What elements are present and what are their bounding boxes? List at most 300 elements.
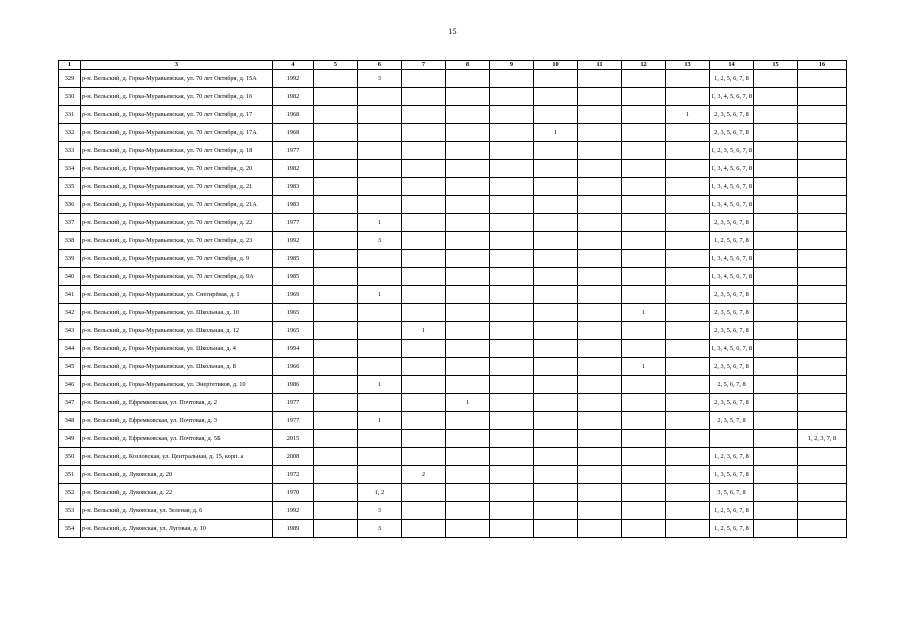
- table-cell: [666, 124, 710, 142]
- address-cell: р-н. Вельский, д. Горка-Муравьевская, ул. Школьная, д. 8: [81, 358, 273, 376]
- table-cell: [314, 322, 358, 340]
- table-cell: 1977: [273, 214, 314, 232]
- row-number-cell: 350: [59, 448, 81, 466]
- table-row: [59, 250, 847, 268]
- table-cell: 1965: [273, 322, 314, 340]
- table-cell: [666, 376, 710, 394]
- table-cell: [798, 232, 847, 250]
- table-cell: [622, 520, 666, 538]
- table-cell: [402, 286, 446, 304]
- table-cell: 1: [358, 376, 402, 394]
- table-cell: [314, 394, 358, 412]
- column-header: 7: [402, 61, 446, 70]
- table-cell: [622, 70, 666, 88]
- table-cell: [314, 304, 358, 322]
- table-cell: [622, 106, 666, 124]
- table-cell: [666, 358, 710, 376]
- table-cell: 2, 3, 5, 6, 7, 8: [710, 358, 754, 376]
- table-cell: [622, 232, 666, 250]
- row-number-cell: 346: [59, 376, 81, 394]
- table-cell: [446, 358, 490, 376]
- table-cell: [622, 376, 666, 394]
- table-cell: [798, 142, 847, 160]
- table-cell: [402, 214, 446, 232]
- table-cell: [534, 70, 578, 88]
- table-cell: [578, 340, 622, 358]
- table-cell: [666, 196, 710, 214]
- table-cell: [754, 178, 798, 196]
- table-row: [59, 214, 847, 232]
- table-cell: [578, 178, 622, 196]
- row-number-cell: 340: [59, 268, 81, 286]
- table-cell: [622, 142, 666, 160]
- column-header: 11: [578, 61, 622, 70]
- table-row: [59, 502, 847, 520]
- table-row: [59, 376, 847, 394]
- table-cell: [358, 88, 402, 106]
- table-cell: 1, 3, 4, 5, 6, 7, 8: [710, 160, 754, 178]
- table-cell: [798, 340, 847, 358]
- table-cell: [754, 484, 798, 502]
- address-cell: р-н. Вельский, д. Ефремковская, ул. Почтовая, д. 3: [81, 412, 273, 430]
- row-number-cell: 343: [59, 322, 81, 340]
- table-cell: [314, 178, 358, 196]
- table-cell: [446, 286, 490, 304]
- table-cell: [490, 394, 534, 412]
- row-number-cell: 336: [59, 196, 81, 214]
- table-cell: [578, 448, 622, 466]
- row-number-cell: 347: [59, 394, 81, 412]
- table-cell: [798, 268, 847, 286]
- address-cell: р-н. Вельский, д. Луковская, ул. Луговая, д. 10: [81, 520, 273, 538]
- table-cell: 2: [402, 466, 446, 484]
- row-number-cell: 329: [59, 70, 81, 88]
- table-cell: [578, 412, 622, 430]
- table-cell: [490, 358, 534, 376]
- table-cell: [490, 268, 534, 286]
- table-cell: [578, 88, 622, 106]
- row-number-cell: 341: [59, 286, 81, 304]
- table-cell: 1: [402, 322, 446, 340]
- table-cell: [358, 340, 402, 358]
- table-cell: 1: [358, 286, 402, 304]
- address-cell: р-н. Вельский, д. Горка-Муравьевская, ул. 70 лет Октября, д. 20: [81, 160, 273, 178]
- table-cell: [666, 88, 710, 106]
- table-row: [59, 232, 847, 250]
- table-cell: [314, 286, 358, 304]
- table-cell: 1977: [273, 142, 314, 160]
- table-cell: 2, 3, 5, 6, 7, 8: [710, 214, 754, 232]
- row-number-cell: 349: [59, 430, 81, 448]
- table-cell: [578, 268, 622, 286]
- table-cell: 1985: [273, 250, 314, 268]
- table-cell: [314, 142, 358, 160]
- table-cell: [754, 502, 798, 520]
- row-number-cell: 337: [59, 214, 81, 232]
- table-cell: [534, 250, 578, 268]
- address-cell: р-н. Вельский, д. Горка-Муравьевская, ул. 70 лет Октября, д. 9: [81, 250, 273, 268]
- address-cell: р-н. Вельский, д. Горка-Муравьевская, ул. 70 лет Октября, д. 15А: [81, 70, 273, 88]
- row-number-cell: 335: [59, 178, 81, 196]
- table-cell: [490, 88, 534, 106]
- table-cell: [446, 250, 490, 268]
- table-cell: 1982: [273, 160, 314, 178]
- table-cell: [754, 196, 798, 214]
- table-row: [59, 88, 847, 106]
- table-cell: 3: [358, 232, 402, 250]
- table-cell: [534, 88, 578, 106]
- address-cell: р-н. Вельский, д. Горка-Муравьевская, ул. Школьная, д. 12: [81, 322, 273, 340]
- table-cell: [754, 430, 798, 448]
- table-cell: [754, 88, 798, 106]
- table-cell: [754, 214, 798, 232]
- table-cell: [314, 358, 358, 376]
- table-cell: [402, 142, 446, 160]
- table-cell: [578, 142, 622, 160]
- table-row: [59, 70, 847, 88]
- table-cell: 1, 2, 3, 6, 7, 8: [710, 448, 754, 466]
- table-cell: [314, 466, 358, 484]
- table-cell: [798, 178, 847, 196]
- table-cell: [534, 376, 578, 394]
- table-cell: [622, 214, 666, 232]
- table-cell: 1, 2, 3, 5, 6, 7, 8: [710, 142, 754, 160]
- table-cell: [666, 250, 710, 268]
- table-row: [59, 340, 847, 358]
- table-cell: [490, 340, 534, 358]
- table-cell: 1, 3, 4, 5, 6, 7, 8: [710, 88, 754, 106]
- table-cell: [358, 160, 402, 178]
- table-cell: [446, 448, 490, 466]
- table-cell: [358, 142, 402, 160]
- table-cell: [446, 178, 490, 196]
- table-cell: [446, 232, 490, 250]
- table-cell: [358, 322, 402, 340]
- table-cell: [578, 484, 622, 502]
- table-row: [59, 466, 847, 484]
- column-header: 3: [81, 61, 273, 70]
- table-cell: [754, 340, 798, 358]
- column-header: 16: [798, 61, 847, 70]
- table-cell: [358, 106, 402, 124]
- row-number-cell: 334: [59, 160, 81, 178]
- table-cell: 1982: [273, 88, 314, 106]
- table-cell: [754, 160, 798, 178]
- table-cell: [666, 340, 710, 358]
- table-cell: [622, 196, 666, 214]
- table-cell: [798, 286, 847, 304]
- address-cell: р-н. Вельский, д. Горка-Муравьевская, ул. Школьная, д. 10: [81, 304, 273, 322]
- table-cell: [446, 466, 490, 484]
- table-cell: [314, 484, 358, 502]
- table-cell: [446, 322, 490, 340]
- table-cell: [666, 322, 710, 340]
- address-cell: р-н. Вельский, д. Луковская, ул. Зеленая, д. 6: [81, 502, 273, 520]
- table-cell: [534, 142, 578, 160]
- table-cell: [490, 304, 534, 322]
- table-cell: [534, 268, 578, 286]
- table-cell: [578, 358, 622, 376]
- table-cell: [446, 520, 490, 538]
- table-cell: [798, 160, 847, 178]
- address-cell: р-н. Вельский, д. Луковская, д. 20: [81, 466, 273, 484]
- table-cell: 1, 3, 4, 5, 6, 7, 8: [710, 250, 754, 268]
- table-cell: [314, 376, 358, 394]
- page-number: 15: [448, 27, 457, 36]
- table-cell: 3: [358, 520, 402, 538]
- table-cell: [490, 196, 534, 214]
- table-cell: [490, 142, 534, 160]
- table-cell: [578, 160, 622, 178]
- table-cell: [622, 160, 666, 178]
- table-cell: [666, 502, 710, 520]
- table-cell: [402, 124, 446, 142]
- table-cell: [402, 304, 446, 322]
- table-cell: [754, 124, 798, 142]
- table-cell: [666, 232, 710, 250]
- table-cell: [798, 520, 847, 538]
- table-cell: [798, 466, 847, 484]
- table-cell: [490, 430, 534, 448]
- table-cell: [578, 520, 622, 538]
- table-cell: [798, 304, 847, 322]
- table-cell: [446, 142, 490, 160]
- row-number-cell: 344: [59, 340, 81, 358]
- table-cell: [490, 250, 534, 268]
- table-cell: [754, 286, 798, 304]
- table-cell: [534, 502, 578, 520]
- table-cell: [798, 196, 847, 214]
- table-cell: [534, 214, 578, 232]
- table-cell: [490, 502, 534, 520]
- row-number-cell: 338: [59, 232, 81, 250]
- table-cell: [798, 484, 847, 502]
- table-cell: [622, 340, 666, 358]
- table-cell: 1992: [273, 70, 314, 88]
- table-cell: [446, 340, 490, 358]
- table-cell: [534, 484, 578, 502]
- address-cell: р-н. Вельский, д. Горка-Муравьевская, ул. 70 лет Октября, д. 17: [81, 106, 273, 124]
- table-cell: [446, 502, 490, 520]
- address-cell: р-н. Вельский, д. Горка-Муравьевская, ул. 70 лет Октября, д. 22: [81, 214, 273, 232]
- table-cell: [754, 448, 798, 466]
- table-cell: [578, 394, 622, 412]
- table-cell: [754, 106, 798, 124]
- column-header: 10: [534, 61, 578, 70]
- table-cell: [358, 178, 402, 196]
- table-cell: [622, 88, 666, 106]
- table-cell: [490, 286, 534, 304]
- table-cell: [754, 304, 798, 322]
- table-cell: [534, 106, 578, 124]
- table-cell: [490, 232, 534, 250]
- table-cell: 1968: [273, 106, 314, 124]
- row-number-cell: 330: [59, 88, 81, 106]
- table-cell: [402, 178, 446, 196]
- address-cell: р-н. Вельский, д. Горка-Муравьевская, ул. Школьная, д. 4: [81, 340, 273, 358]
- table-cell: [402, 484, 446, 502]
- table-row: [59, 484, 847, 502]
- table-cell: [622, 484, 666, 502]
- table-cell: [314, 502, 358, 520]
- table-row: [59, 520, 847, 538]
- table-cell: 3: [358, 70, 402, 88]
- table-cell: 1, 3, 5, 6, 7, 8: [710, 466, 754, 484]
- table-cell: [534, 322, 578, 340]
- address-cell: р-н. Вельский, д. Горка-Муравьевская, ул. Энергетиков, д. 10: [81, 376, 273, 394]
- table-cell: 1968: [273, 124, 314, 142]
- table-cell: [534, 358, 578, 376]
- table-cell: [754, 376, 798, 394]
- table-cell: [754, 466, 798, 484]
- table-cell: 1989: [273, 520, 314, 538]
- table-cell: [446, 124, 490, 142]
- table-cell: 1, 2, 3, 7, 8: [798, 430, 847, 448]
- table-cell: 1: [622, 304, 666, 322]
- table-cell: [490, 106, 534, 124]
- table-cell: [578, 304, 622, 322]
- table-cell: [578, 502, 622, 520]
- row-number-cell: 332: [59, 124, 81, 142]
- table-cell: [622, 286, 666, 304]
- address-cell: р-н. Вельский, д. Луковская, д. 22: [81, 484, 273, 502]
- table-cell: [666, 394, 710, 412]
- table-cell: [754, 268, 798, 286]
- table-cell: 1992: [273, 232, 314, 250]
- table-cell: [622, 394, 666, 412]
- table-row: [59, 196, 847, 214]
- address-cell: р-н. Вельский, д. Ефремковская, ул. Почтовая, д. 2: [81, 394, 273, 412]
- table-cell: [534, 520, 578, 538]
- table-cell: 1, 2, 5, 6, 7, 8: [710, 232, 754, 250]
- table-cell: [622, 502, 666, 520]
- table-cell: [666, 430, 710, 448]
- table-cell: [490, 520, 534, 538]
- table-cell: [798, 250, 847, 268]
- table-cell: [798, 502, 847, 520]
- address-cell: р-н. Вельский, д. Горка-Муравьевская, ул. Снегирёвая, д. 1: [81, 286, 273, 304]
- column-header: 13: [666, 61, 710, 70]
- table-cell: [446, 88, 490, 106]
- table-row: [59, 412, 847, 430]
- table-cell: [446, 430, 490, 448]
- table-cell: [798, 358, 847, 376]
- column-header: 12: [622, 61, 666, 70]
- address-cell: р-н. Вельский, д. Горка-Муравьевская, ул. 70 лет Октября, д. 21: [81, 178, 273, 196]
- table-cell: [666, 160, 710, 178]
- table-row: [59, 106, 847, 124]
- table-cell: 1: [622, 358, 666, 376]
- table-cell: [798, 124, 847, 142]
- table-cell: [754, 358, 798, 376]
- table-cell: [358, 466, 402, 484]
- table-cell: [358, 268, 402, 286]
- table-cell: [490, 448, 534, 466]
- table-cell: 1: [446, 394, 490, 412]
- table-cell: [402, 412, 446, 430]
- table-cell: [622, 178, 666, 196]
- table-row: [59, 124, 847, 142]
- table-cell: 1969: [273, 286, 314, 304]
- table-cell: 1985: [273, 268, 314, 286]
- table-cell: [402, 88, 446, 106]
- table-cell: [314, 160, 358, 178]
- table-cell: 1: [358, 412, 402, 430]
- table-cell: [358, 250, 402, 268]
- table-cell: [534, 394, 578, 412]
- table-row: [59, 286, 847, 304]
- table-cell: 3: [358, 502, 402, 520]
- table-cell: [314, 412, 358, 430]
- table-cell: 1965: [273, 304, 314, 322]
- column-header: 8: [446, 61, 490, 70]
- row-number-cell: 331: [59, 106, 81, 124]
- table-cell: 1, 3, 4, 5, 6, 7, 8: [710, 196, 754, 214]
- table-row: [59, 142, 847, 160]
- table-cell: [666, 286, 710, 304]
- table-cell: [490, 178, 534, 196]
- table-cell: 2, 3, 5, 6, 7, 8: [710, 124, 754, 142]
- table-cell: 1986: [273, 376, 314, 394]
- table-cell: [622, 322, 666, 340]
- table-cell: 1992: [273, 502, 314, 520]
- address-cell: р-н. Вельский, д. Горка-Муравьевская, ул. 70 лет Октября, д. 9А: [81, 268, 273, 286]
- table-cell: [534, 160, 578, 178]
- column-header: 15: [754, 61, 798, 70]
- table-cell: 2, 5, 6, 7, 8: [710, 376, 754, 394]
- table-cell: 1972: [273, 466, 314, 484]
- table-cell: [754, 322, 798, 340]
- address-cell: р-н. Вельский, д. Горка-Муравьевская, ул. 70 лет Октября, д. 17А: [81, 124, 273, 142]
- table-cell: 1, 2, 5, 6, 7, 8: [710, 502, 754, 520]
- table-cell: 1, 2: [358, 484, 402, 502]
- table-cell: [314, 448, 358, 466]
- table-cell: 1: [666, 106, 710, 124]
- table-cell: 1977: [273, 394, 314, 412]
- table-cell: 1970: [273, 484, 314, 502]
- table-cell: 1, 3, 4, 5, 6, 7, 8: [710, 340, 754, 358]
- row-number-cell: 348: [59, 412, 81, 430]
- table-cell: [798, 322, 847, 340]
- table-cell: [314, 340, 358, 358]
- table-cell: [358, 124, 402, 142]
- table-cell: 1977: [273, 412, 314, 430]
- table-cell: [534, 178, 578, 196]
- table-cell: [578, 466, 622, 484]
- table-cell: [490, 376, 534, 394]
- table-cell: [666, 178, 710, 196]
- table-cell: [578, 214, 622, 232]
- table-cell: [446, 196, 490, 214]
- table-cell: [622, 124, 666, 142]
- table-row: [59, 160, 847, 178]
- table-row: [59, 358, 847, 376]
- table-cell: [622, 448, 666, 466]
- table-cell: [490, 322, 534, 340]
- table-row: [59, 430, 847, 448]
- table-cell: [446, 484, 490, 502]
- column-header: 5: [314, 61, 358, 70]
- table-cell: [358, 196, 402, 214]
- table-cell: [798, 394, 847, 412]
- table-cell: [754, 412, 798, 430]
- table-cell: [666, 214, 710, 232]
- table-cell: [754, 520, 798, 538]
- table-cell: [578, 196, 622, 214]
- table-cell: 1: [358, 214, 402, 232]
- table-cell: [314, 430, 358, 448]
- table-cell: [402, 340, 446, 358]
